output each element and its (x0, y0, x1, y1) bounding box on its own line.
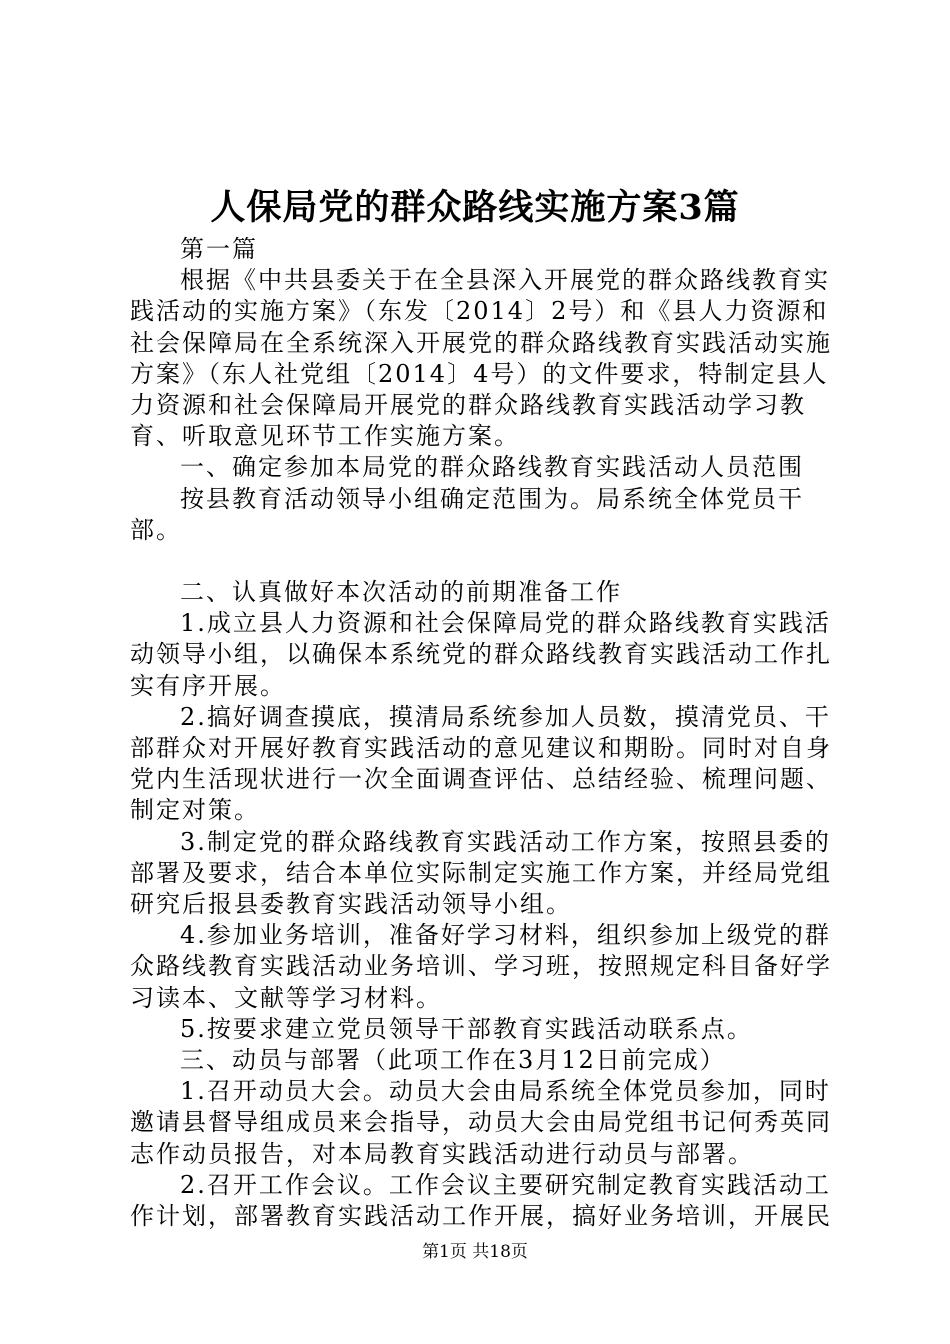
paragraph: 1.成立县人力资源和社会保障局党的群众路线教育实践活动领导小组，以确保本系统党的群众路线教育实践活动工作扎实有序开展。 (130, 609, 832, 700)
paragraph: 2.搞好调查摸底，摸清局系统参加人员数，摸清党员、干部群众对开展好教育实践活动的意见建议和期盼。同时对自身党内生活现状进行一次全面调查评估、总结经验、梳理问题、制定对策。 (130, 702, 832, 825)
paragraph: 根据《中共县委关于在全县深入开展党的群众路线教育实践活动的实施方案》（东发〔2014〕2号）和《县人力资源和社会保障局在全系统深入开展党的群众路线教育实践活动实施方案》（东人社党组〔2014〕4号）的文件要求，特制定县人力资源和社会保障局开展党的群众路线教育实践活动学习教育、听取意见环节工作实施方案。 (130, 266, 832, 451)
paragraph: 1.召开动员大会。动员大会由局系统全体党员参加，同时邀请县督导组成员来会指导，动员大会由局党组书记何秀英同志作动员报告，对本局教育实践活动进行动员与部署。 (130, 1077, 832, 1168)
page-footer: 第1页 共18页 (422, 1242, 528, 1262)
section-heading: 二、认真做好本次活动的前期准备工作 (180, 578, 622, 607)
paragraph: 按县教育活动领导小组确定范围为。局系统全体党员干部。 (130, 484, 804, 544)
section-heading: 一、确定参加本局党的群众路线教育实践活动人员范围 (180, 453, 804, 482)
paragraph: 4.参加业务培训，准备好学习材料，组织参加上级党的群众路线教育实践活动业务培训、学习班，按照规定科目备好学习读本、文献等学习材料。 (130, 921, 832, 1012)
document-body (130, 234, 842, 1232)
paragraph: 5.按要求建立党员领导干部教育实践活动联系点。 (180, 1014, 753, 1043)
paragraph: 2.召开工作会议。工作会议主要研究制定教育实践活动工作计划，部署教育实践活动工作开展，搞好业务培训，开展民 (130, 1170, 832, 1231)
document-title: 人保局党的群众路线实施方案3篇 (210, 187, 740, 228)
section-heading: 第一篇 (180, 235, 258, 263)
section-heading: 三、动员与部署（此项工作在3月12日前完成） (180, 1046, 726, 1075)
paragraph: 3.制定党的群众路线教育实践活动工作方案，按照县委的部署及要求，结合本单位实际制定实施工作方案，并经局党组研究后报县委教育实践活动领导小组。 (130, 827, 832, 919)
